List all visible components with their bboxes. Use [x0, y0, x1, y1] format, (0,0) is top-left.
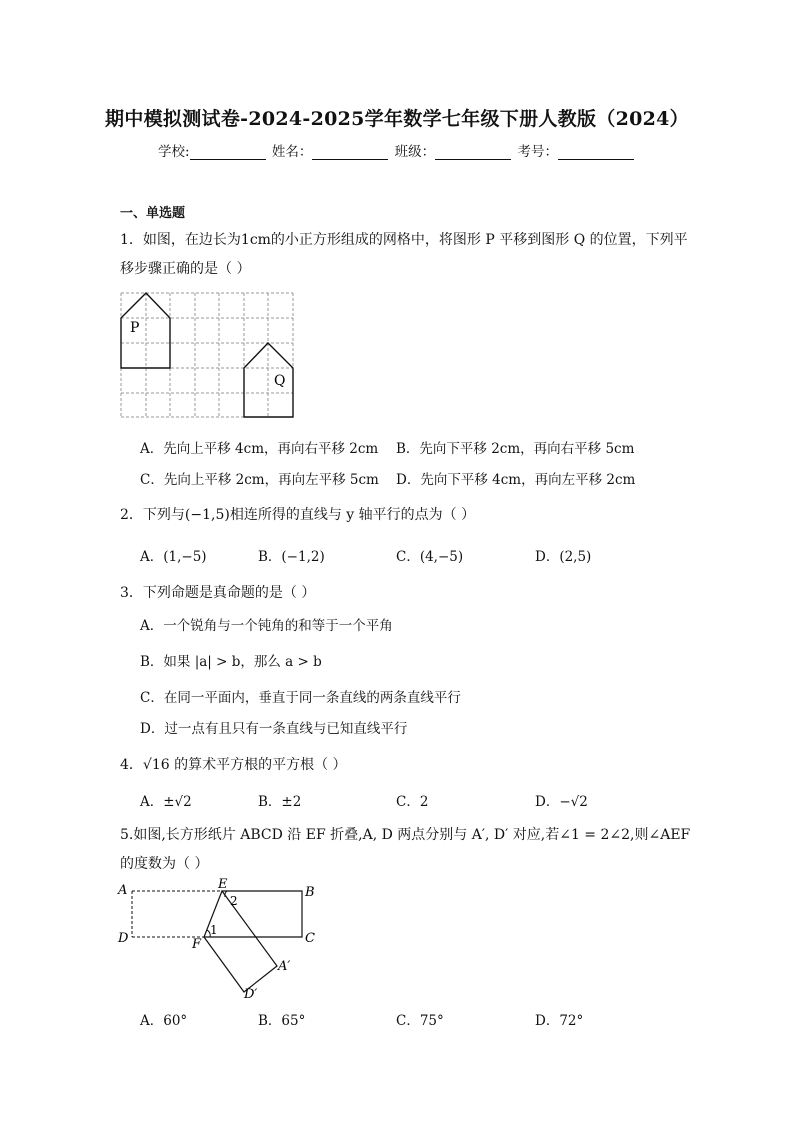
q4-option-b[interactable]: B．±2	[258, 794, 302, 810]
q1-option-a[interactable]: A．先向上平移 4cm，再向右平移 2cm	[140, 441, 379, 457]
q5-text-line2: 的度数为（ ）	[120, 856, 209, 872]
q5-option-a[interactable]: A．60°	[140, 1013, 188, 1029]
number-blank	[558, 145, 634, 160]
school-label: 学校:	[158, 144, 190, 160]
label-b: B	[305, 885, 315, 900]
q4-text: 4．√16 的算术平方根的平方根（ ）	[120, 757, 347, 773]
label-e: E	[218, 877, 228, 892]
q3-option-c[interactable]: C．在同一平面内，垂直于同一条直线的两条直线平行	[140, 690, 461, 706]
folded-part	[204, 891, 277, 992]
q5-option-c[interactable]: C．75°	[396, 1013, 444, 1029]
class-label: 班级：	[394, 144, 436, 160]
grid-lines	[121, 293, 293, 417]
q1-text-line2: 移步骤正确的是（ ）	[120, 261, 251, 277]
q1-option-d[interactable]: D．先向下平移 4cm，再向左平移 2cm	[396, 472, 636, 488]
school-blank	[190, 145, 266, 160]
label-a-prime: A′	[278, 959, 291, 974]
label-d: D	[118, 931, 129, 946]
q4-option-d[interactable]: D．−√2	[535, 794, 588, 810]
class-blank	[435, 145, 511, 160]
label-p: P	[130, 320, 140, 336]
page-title: 期中模拟测试卷-2024-2025学年数学七年级下册人教版（2024）	[105, 108, 689, 130]
name-label: 姓名：	[271, 144, 313, 160]
q2-option-a[interactable]: A．(1,−5)	[140, 549, 207, 565]
q3-option-a[interactable]: A．一个锐角与一个钝角的和等于一个平角	[140, 618, 393, 634]
q5-option-d[interactable]: D．72°	[535, 1013, 584, 1029]
q2-text: 2．下列与(−1,5)相连所得的直线与 y 轴平行的点为（ ）	[120, 507, 476, 523]
q2-option-b[interactable]: B．(−1,2)	[258, 549, 325, 565]
q1-grid-figure	[118, 290, 298, 420]
label-a: A	[118, 883, 128, 898]
student-info-line	[0, 140, 794, 160]
label-d-prime: D′	[244, 987, 258, 1002]
q3-option-d[interactable]: D．过一点有且只有一条直线与已知直线平行	[140, 721, 408, 737]
q1-option-c[interactable]: C．先向上平移 2cm，再向左平移 5cm	[140, 472, 379, 488]
number-label: 考号：	[517, 144, 558, 160]
q5-option-b[interactable]: B．65°	[258, 1013, 306, 1029]
label-q: Q	[274, 373, 286, 389]
name-blank	[312, 145, 388, 160]
q5-text-line1: 5.如图,长方形纸片 ABCD 沿 EF 折叠,A, D 两点分别与 A′, D′ 对应,若∠1 = 2∠2,则∠AEF	[120, 827, 691, 843]
section-heading: 一、单选题	[120, 206, 186, 221]
q1-text-line1: 1．如图，在边长为1cm的小正方形组成的网格中，将图形 P 平移到图形 Q 的位置，下列平	[120, 232, 688, 248]
q3-text: 3．下列命题是真命题的是（ ）	[120, 585, 316, 601]
q2-option-c[interactable]: C．(4,−5)	[396, 549, 464, 565]
q4-option-a[interactable]: A．±√2	[140, 794, 192, 810]
label-angle-1: 1	[210, 923, 218, 937]
label-c: C	[305, 931, 315, 946]
q1-option-b[interactable]: B．先向下平移 2cm，再向右平移 5cm	[396, 441, 635, 457]
label-f: F	[192, 937, 202, 952]
q2-option-d[interactable]: D．(2,5)	[535, 549, 592, 565]
q5-fold-figure	[112, 874, 332, 1004]
q3-option-b[interactable]: B．如果 |a| > b，那么 a > b	[140, 654, 322, 670]
label-angle-2: 2	[230, 894, 238, 908]
q4-option-c[interactable]: C．2	[396, 794, 429, 810]
